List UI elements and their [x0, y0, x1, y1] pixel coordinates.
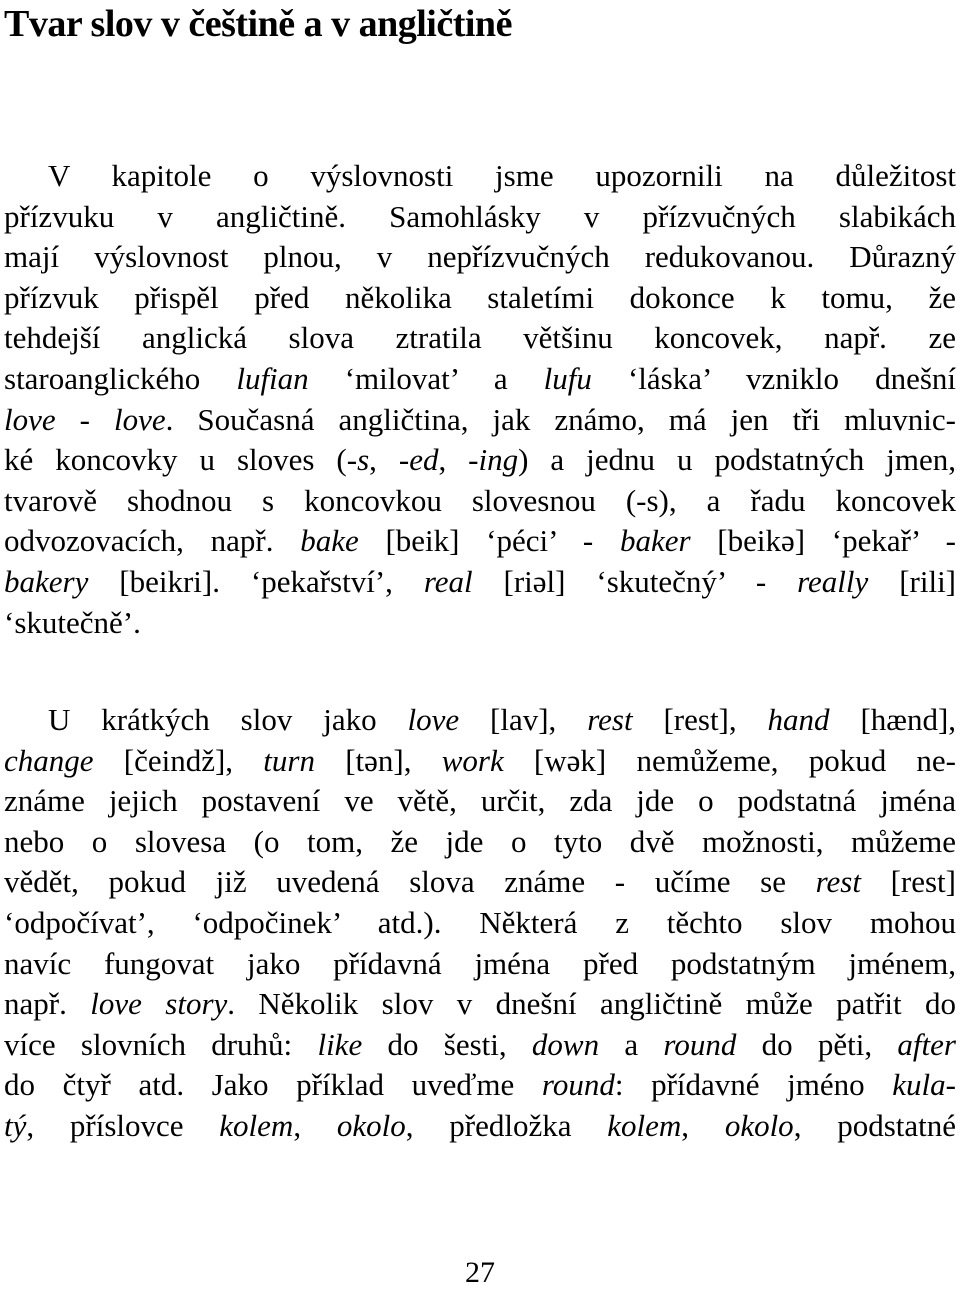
italic-term: lufu: [543, 360, 592, 396]
text-line: [4, 521, 956, 562]
italic-term: rest: [587, 702, 633, 737]
text-run: , -: [369, 442, 410, 478]
italic-term: s: [357, 442, 370, 478]
text-line: [4, 984, 956, 1025]
page-number: 27: [465, 1256, 495, 1289]
text-run: [rili]: [868, 563, 957, 599]
text-run: staroanglického: [4, 360, 237, 396]
text-run: [hænd],: [829, 702, 957, 737]
text-line: [4, 197, 956, 238]
text-run: [lav],: [459, 702, 588, 737]
text-line: [4, 400, 956, 441]
italic-term: kula-: [892, 1067, 956, 1103]
text-run: ,: [681, 1107, 725, 1143]
italic-term: rest: [815, 864, 861, 900]
text-run: . Současná angličtina, jak známo, má jen tři mluvnic-: [165, 401, 957, 437]
text-run: ) a jednu u podstatných jmen,: [518, 442, 956, 478]
italic-term: after: [897, 1026, 956, 1062]
text-run: mají výslovnost plnou, v nepřízvučných redukovanou. Důrazný: [4, 239, 956, 275]
text-run: např.: [4, 986, 91, 1022]
text-run: -: [55, 401, 114, 437]
text-run: U krátkých slov jako: [48, 702, 408, 737]
text-line: [4, 903, 956, 944]
text-run: do pěti,: [736, 1026, 898, 1062]
text-run: V kapitole o výslovnosti jsme upozornili na důležitost: [48, 158, 956, 193]
text-run: známe jejich postavení ve větě, určit, zda jde o podstatná jména: [4, 783, 956, 819]
text-run: [tən],: [314, 742, 442, 778]
text-line: [4, 156, 956, 197]
italic-term: love: [407, 702, 460, 737]
text-run: ‘láska’ vzniklo dnešní: [591, 360, 957, 396]
text-run: do čtyř atd. Jako příklad uveďme: [4, 1067, 542, 1103]
text-line: [4, 278, 956, 319]
text-run: přízvuk přispěl před několika staletími dokonce k tomu, že: [4, 279, 956, 315]
text-run: tvarově shodnou s koncovkou slovesnou (-s), a řadu koncovek: [4, 482, 956, 518]
italic-term: kolem: [219, 1107, 294, 1143]
text-line: [4, 862, 956, 903]
text-run: tehdejší anglická slova ztratila většinu koncovek, např. ze: [4, 320, 956, 356]
text-line: [4, 822, 956, 863]
paragraph-2: [4, 700, 956, 1147]
italic-term: ed: [409, 442, 439, 478]
text-run: [rest]: [860, 864, 956, 900]
italic-term: love story: [90, 986, 228, 1022]
italic-term: tý: [4, 1107, 27, 1143]
italic-term: love: [4, 401, 56, 437]
text-run: [riəl] ‘skutečný’ -: [472, 563, 798, 599]
text-run: nebo o slovesa (o tom, že jde o tyto dvě možnosti, můžeme: [4, 823, 956, 859]
italic-term: round: [663, 1026, 737, 1062]
italic-term: real: [423, 563, 473, 599]
text-run: : přídavné jméno: [614, 1067, 893, 1103]
italic-term: round: [541, 1067, 615, 1103]
text-run: a: [599, 1026, 664, 1062]
text-run: [beikri]. ‘pekařství’,: [88, 563, 424, 599]
text-run: přízvuku v angličtině. Samohlásky v přízvučných slabikách: [4, 198, 956, 234]
text-run: ‘milovat’ a: [308, 360, 544, 396]
italic-term: lufian: [236, 360, 309, 396]
text-run: [beikə] ‘pekař’ -: [690, 523, 956, 559]
text-line: [4, 1025, 956, 1066]
italic-term: ing: [478, 442, 519, 478]
italic-term: okolo: [724, 1107, 794, 1143]
italic-term: bakery: [4, 563, 89, 599]
paragraph-1: [4, 156, 956, 643]
text-line: [4, 741, 956, 782]
text-run: [wək] nemůžeme, pokud ne-: [503, 742, 956, 778]
italic-term: okolo: [336, 1107, 406, 1143]
text-line: [4, 481, 956, 522]
text-run: do šesti,: [362, 1026, 532, 1062]
italic-term: change: [4, 742, 94, 778]
text-run: [rest],: [632, 702, 768, 737]
italic-term: hand: [767, 702, 830, 737]
text-line: [4, 700, 956, 741]
italic-term: work: [441, 742, 504, 778]
text-run: ké koncovky u sloves (-: [4, 442, 358, 478]
text-run: , podstatné: [793, 1107, 957, 1143]
text-run: [beik] ‘péci’ -: [358, 523, 620, 559]
text-run: navíc fungovat jako přídavná jména před podstatným jménem,: [4, 945, 956, 981]
text-run: , příslovce: [26, 1107, 220, 1143]
text-line: [4, 562, 956, 603]
text-line: [4, 359, 956, 400]
italic-term: baker: [619, 523, 691, 559]
text-line: [4, 440, 956, 481]
text-run: vědět, pokud již uvedená slova známe - učíme se: [4, 864, 816, 900]
text-run: ‘odpočívat’, ‘odpočinek’ atd.). Některá z těchto slov mohou: [4, 904, 956, 940]
text-run: . Několik slov v dnešní angličtině může patřit do: [227, 986, 956, 1022]
text-run: [čeindž],: [93, 742, 264, 778]
text-line: [4, 603, 956, 644]
text-run: odvozovacích, např.: [4, 523, 301, 559]
text-line: [4, 781, 956, 822]
text-line: [4, 1106, 956, 1147]
text-line: [4, 1065, 956, 1106]
text-run: , předložka: [405, 1107, 608, 1143]
italic-term: turn: [263, 742, 315, 778]
italic-term: kolem: [607, 1107, 682, 1143]
italic-term: like: [317, 1026, 363, 1062]
italic-term: down: [531, 1026, 600, 1062]
section-heading: Tvar slov v češtině a v angličtině: [4, 3, 512, 45]
text-run: ,: [293, 1107, 337, 1143]
text-line: [4, 944, 956, 985]
text-line: [4, 237, 956, 278]
text-run: ‘skutečně’.: [4, 604, 141, 640]
text-line: [4, 318, 956, 359]
text-run: více slovních druhů:: [4, 1026, 318, 1062]
italic-term: love: [114, 401, 166, 437]
text-run: , -: [438, 442, 479, 478]
italic-term: really: [797, 563, 869, 599]
italic-term: bake: [300, 523, 359, 559]
